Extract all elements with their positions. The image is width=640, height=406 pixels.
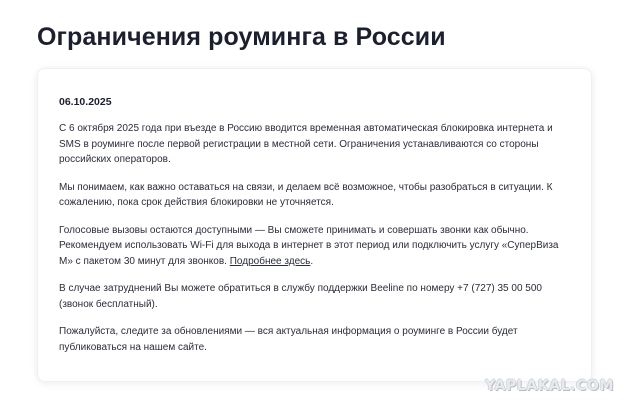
notice-paragraph-4 <box>59 281 569 312</box>
notice-paragraph-4-text: В случае затруднений Вы можете обратиться в службу поддержки Beeline по номеру +7 (727) 35 00 500 (звонок бесплатный). <box>59 283 542 310</box>
notice-paragraph-1 <box>59 121 569 168</box>
notice-paragraph-2-text: Мы понимаем, как важно оставаться на связи, и делаем всё возможное, чтобы разобраться в ситуации. К сожалению, пока срок действия блокировки не уточняется. <box>59 181 553 208</box>
notice-paragraph-3-text: Голосовые вызовы остаются доступными — Вы сможете принимать и совершать звонки как обычно. Рекомендуем использовать Wi-Fi для выхода в интернет в этот период или подключить услугу «СуперВиза М» с пакетом 30 минут для звонков. <box>59 224 559 267</box>
notice-paragraph-1-text: С 6 октября 2025 года при въезде в Россию вводится временная автоматическая блокировка интернета и SMS в роуминге после первой регистрации в местной сети. Ограничения устанавливаются со стороны российских операторов. <box>59 123 553 165</box>
notice-date: 06.10.2025 <box>59 96 112 108</box>
site-watermark: YAPLAKAL.COM <box>485 378 614 394</box>
notice-paragraph-3: Голосовые вызовы остаются доступными — Вы сможете принимать и совершать звонки как обычно. Рекомендуем использовать Wi-Fi для выхода в интернет в этот период или подключить услугу «СуперВиза М» с пакетом 30 минут для звонков. Подробнее здесь. <box>59 224 559 267</box>
notice-card <box>37 68 592 382</box>
more-details-link[interactable]: Подробнее здесь <box>229 255 311 267</box>
notice-paragraph-5 <box>59 324 569 355</box>
notice-paragraph-2 <box>59 180 569 211</box>
notice-paragraph-5-text: Пожалуйста, следите за обновлениями — вся актуальная информация о роуминге в России будет публиковаться на нашем сайте. <box>59 326 518 353</box>
page-title: Ограничения роуминга в России <box>37 23 446 51</box>
